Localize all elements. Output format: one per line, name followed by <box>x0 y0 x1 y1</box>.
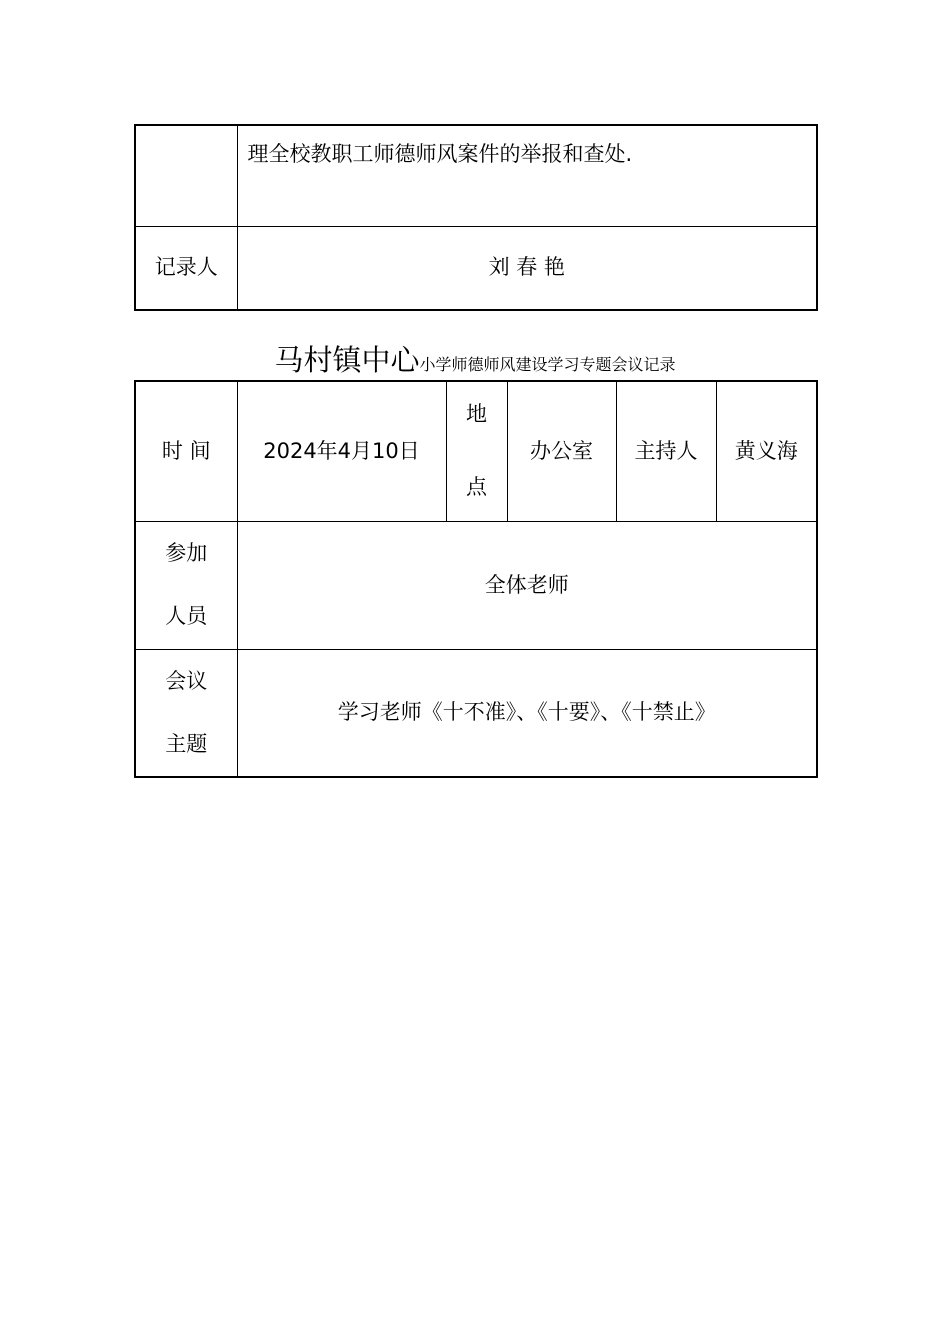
place-label <box>446 381 507 521</box>
attendees-value: 全体老师 <box>237 521 817 649</box>
host-label: 主持人 <box>616 381 716 521</box>
topic-label <box>135 649 237 777</box>
responsibility-content: 理全校教职工师德师风案件的举报和查处. <box>237 125 817 226</box>
topic-label-line-2: 主题 <box>165 731 208 756</box>
title-subtitle: 小学师德师风建设学习专题会议记录 <box>419 355 676 374</box>
meeting-record-table <box>134 380 818 778</box>
attendees-label <box>135 521 237 649</box>
place-label-line-1: 地 <box>466 402 487 427</box>
recorder-label: 记录人 <box>135 226 237 310</box>
time-label: 时 间 <box>135 381 237 521</box>
meeting-record-title <box>0 338 950 379</box>
attendees-label-line-2: 人员 <box>165 604 208 628</box>
place-value: 办公室 <box>507 381 616 521</box>
attendees-label-line-1: 参加 <box>165 541 208 565</box>
continuation-table <box>134 124 818 311</box>
title-school-name: 马村镇中心 <box>274 343 420 377</box>
host-value: 黄义海 <box>716 381 817 521</box>
time-value: 2024年4月10日 <box>237 381 446 521</box>
place-label-line-2: 点 <box>466 475 487 500</box>
recorder-name: 刘 春 艳 <box>237 226 817 310</box>
topic-label-line-1: 会议 <box>165 668 208 693</box>
topic-value: 学习老师《十不准》、《十要》、《十禁止》 <box>237 649 817 777</box>
empty-label-cell <box>135 125 237 226</box>
